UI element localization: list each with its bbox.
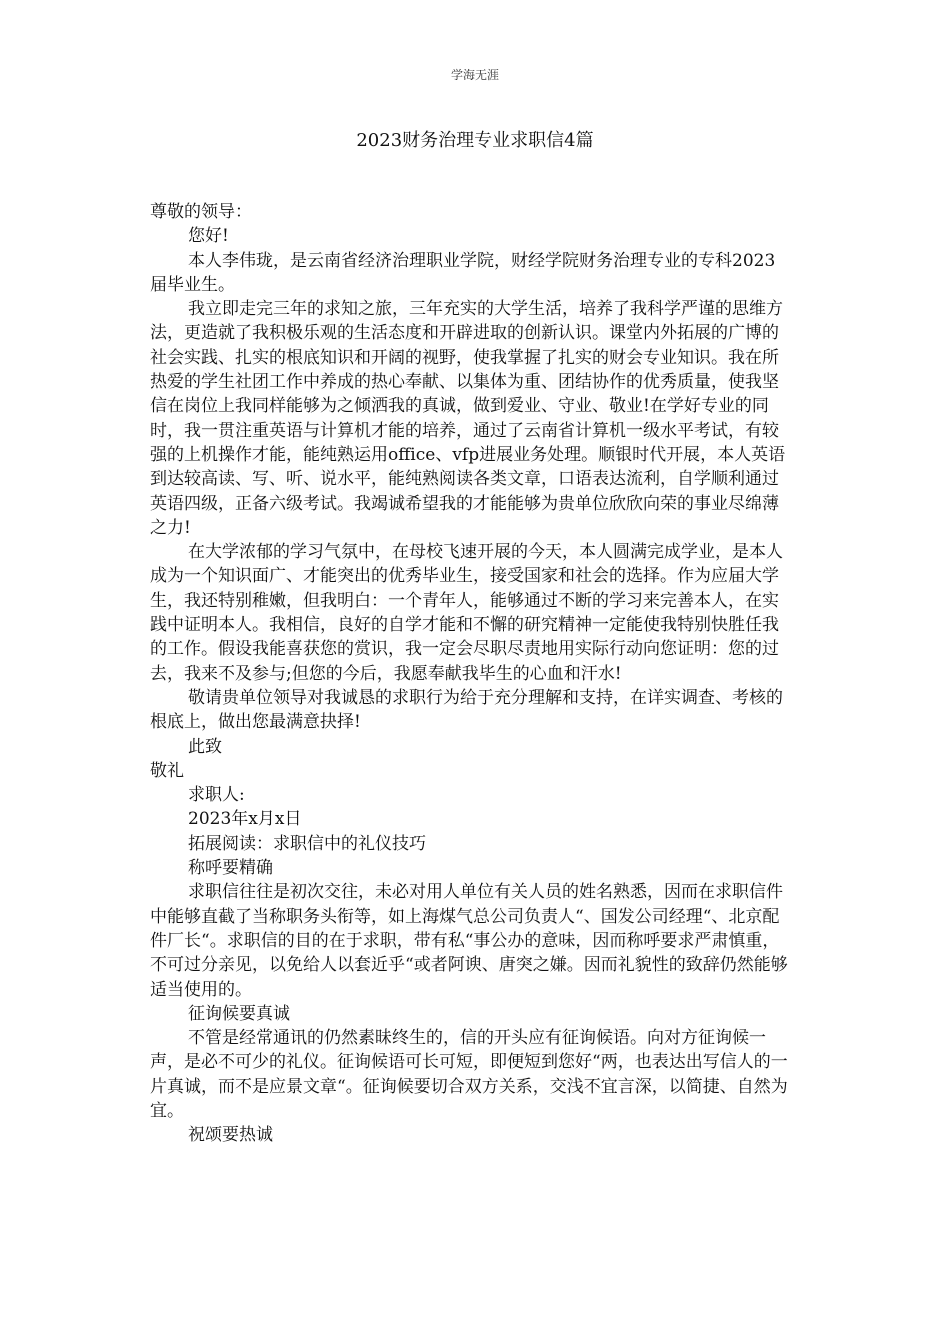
letter-paragraph: 称呼要精确	[188, 858, 273, 879]
page-header: 学海无涯	[450, 68, 499, 82]
letter-paragraph: 本人李伟珑，是云南省经济治理职业学院，财经学院财务治理专业的专科2023届毕业生。	[150, 250, 776, 295]
letter-paragraph: 敬请贵单位领导对我诚恳的求职行为给于充分理解和支持，在详实调查、考核的根底上，做出您最满意抉择!	[150, 687, 783, 733]
letter-body	[150, 200, 790, 1148]
letter-paragraph: 此致	[188, 736, 222, 757]
letter-paragraph: 不管是经常通讯的仍然素昧终生的，信的开头应有征询候语。向对方征询候一声，是必不可少的礼仪。征询候语可长可短，即便短到您好“两，也表达出写信人的一片真诚，而不是应景文章“。征询候要切合双方关系，交浅不宜言深，以简捷、自然为宜。	[150, 1028, 788, 1121]
letter-paragraph: 在大学浓郁的学习气氛中，在母校飞速开展的今天，本人圆满完成学业，是本人成为一个知识面广、才能突出的优秀毕业生，接受国家和社会的选择。作为应届大学生，我还特别稚嫩，但我明白：一个青年人，能够通过不断的学习来完善本人，在实践中证明本人。我相信，良好的自学才能和不懈的研究精神一定能使我特别快胜任我的工作。假设我能喜获您的赏识，我一定会尽职尽责地用实际行动向您证明：您的过去，我来不及参与;但您的今后，我愿奉献我毕生的心血和汗水!	[150, 542, 783, 684]
letter-paragraph: 拓展阅读：求职信中的礼仪技巧	[188, 833, 426, 854]
letter-paragraph: 敬礼	[150, 760, 184, 781]
letter-paragraph: 祝颂要热诚	[188, 1125, 273, 1146]
letter-paragraph: 我立即走完三年的求知之旅，三年充实的大学生活，培养了我科学严谨的思维方法，更造就了我积极乐观的生活态度和开辟进取的创新认识。课堂内外拓展的广博的社会实践、扎实的根底知识和开阔的视野，使我掌握了扎实的财会专业知识。我在所热爱的学生社团工作中养成的热心奉献、以集体为重、团结协作的优秀质量，使我坚信在岗位上我同样能够为之倾洒我的真诚，做到爱业、守业、敬业!在学好专业的同时，我一贯注重英语与计算机才能的培养，通过了云南省计算机一级水平考试，有较强的上机操作才能，能纯熟运用office、vfp进展业务处理。顺银时代开展，本人英语到达较高读、写、听、说水平，能纯熟阅读各类文章，口语表达流利，自学顺利通过英语四级，正备六级考试。我竭诚希望我的才能能够为贵单位欣欣向荣的事业尽绵薄之力!	[150, 299, 786, 538]
letter-paragraph: 2023年x月x日	[188, 809, 302, 830]
letter-paragraph: 尊敬的领导：	[150, 202, 252, 222]
letter-paragraph: 您好!	[188, 226, 229, 247]
letter-paragraph: 求职信往往是初次交往，未必对用人单位有关人员的姓名熟悉，因而在求职信件中能够直截了当称职务头衔等，如上海煤气总公司负责人“、国发公司经理“、北京配件厂长“。求职信的目的在于求职，带有私“事公办的意味，因而称呼要求严肃慎重，不可过分亲见，以免给人以套近乎“或者阿谀、唐突之嫌。因而礼貌性的致辞仍然能够适当使用的。	[150, 882, 788, 1000]
letter-paragraph: 求职人:	[188, 785, 245, 806]
document-title: 2023财务治理专业求职信4篇	[356, 130, 594, 151]
letter-paragraph: 征询候要真诚	[188, 1003, 290, 1024]
